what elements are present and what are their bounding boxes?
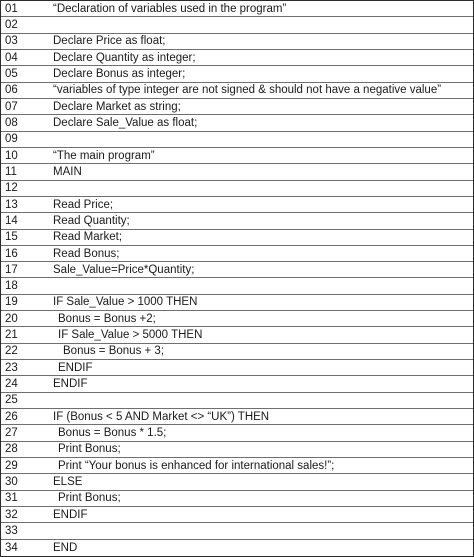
line-number: 13 xyxy=(5,198,18,211)
code-line xyxy=(1,311,473,327)
line-number: 28 xyxy=(5,443,18,456)
code-text: Sale_Value=Price*Quantity; xyxy=(53,263,195,276)
code-line xyxy=(1,83,473,99)
line-number: 09 xyxy=(5,133,18,146)
code-line xyxy=(1,360,473,376)
code-text: Print “Your bonus is enhanced for international sales!”; xyxy=(58,459,335,472)
line-number: 02 xyxy=(5,18,18,31)
code-text: Bonus = Bonus +2; xyxy=(58,312,156,325)
code-line xyxy=(1,442,473,458)
line-number: 18 xyxy=(5,280,18,293)
code-line xyxy=(1,197,473,213)
code-line xyxy=(1,540,473,556)
line-number: 22 xyxy=(5,345,18,358)
code-line xyxy=(1,425,473,441)
line-number: 20 xyxy=(5,312,18,325)
code-text: “Declaration of variables used in the program” xyxy=(53,2,287,15)
line-number: 07 xyxy=(5,100,18,113)
line-number: 25 xyxy=(5,394,18,407)
code-text: ELSE xyxy=(53,476,83,489)
code-line xyxy=(1,164,473,180)
line-number: 08 xyxy=(5,116,18,129)
code-line xyxy=(1,295,473,311)
line-number: 04 xyxy=(5,51,18,64)
code-text: IF Sale_Value > 5000 THEN xyxy=(58,329,203,342)
code-line xyxy=(1,344,473,360)
code-text: Declare Quantity as integer; xyxy=(53,51,196,64)
code-line xyxy=(1,474,473,490)
line-number: 23 xyxy=(5,361,18,374)
line-number: 06 xyxy=(5,84,18,97)
code-text: “variables of type integer are not signed & should not have a negative value” xyxy=(53,84,442,97)
code-line xyxy=(1,17,473,33)
code-text: END xyxy=(53,541,78,554)
line-number: 12 xyxy=(5,182,18,195)
code-line xyxy=(1,50,473,66)
code-text: ENDIF xyxy=(53,508,88,521)
code-line xyxy=(1,491,473,507)
code-text: Read Price; xyxy=(53,198,114,211)
code-line xyxy=(1,507,473,523)
line-number: 26 xyxy=(5,410,18,423)
line-number: 32 xyxy=(5,508,18,521)
code-text: ENDIF xyxy=(58,361,93,374)
line-number: 16 xyxy=(5,247,18,260)
code-line xyxy=(1,213,473,229)
line-number: 17 xyxy=(5,263,18,276)
line-number: 01 xyxy=(5,2,18,15)
line-number: 33 xyxy=(5,525,18,537)
code-line xyxy=(1,279,473,295)
code-line xyxy=(1,230,473,246)
code-line xyxy=(1,327,473,343)
code-line xyxy=(1,99,473,115)
line-number: 24 xyxy=(5,378,18,391)
code-text: Read Market; xyxy=(53,231,123,244)
line-number: 30 xyxy=(5,476,18,489)
line-number: 29 xyxy=(5,459,18,472)
code-line xyxy=(1,246,473,262)
line-number: 15 xyxy=(5,231,18,244)
code-text: IF Sale_Value > 1000 THEN xyxy=(53,296,198,309)
line-number: 19 xyxy=(5,296,18,309)
code-text: Bonus = Bonus * 1.5; xyxy=(58,427,167,440)
code-line xyxy=(1,458,473,474)
code-line xyxy=(1,148,473,164)
code-line xyxy=(1,262,473,278)
code-line xyxy=(1,393,473,409)
code-text: Print Bonus; xyxy=(58,443,121,456)
code-line xyxy=(1,1,473,17)
line-number: 03 xyxy=(5,35,18,48)
line-number: 10 xyxy=(5,149,18,162)
code-text: IF (Bonus < 5 AND Market <> “UK”) THEN xyxy=(53,410,270,423)
code-line xyxy=(1,115,473,131)
line-number: 11 xyxy=(5,165,17,178)
line-number: 31 xyxy=(5,492,18,505)
code-text: Bonus = Bonus + 3; xyxy=(63,345,165,358)
code-text: MAIN xyxy=(53,165,82,178)
code-line xyxy=(1,376,473,392)
code-line xyxy=(1,523,473,539)
line-number: 27 xyxy=(5,427,18,440)
line-number: 21 xyxy=(5,329,18,342)
line-number: 14 xyxy=(5,214,18,227)
line-number: 34 xyxy=(5,541,18,554)
line-number: 05 xyxy=(5,67,18,80)
code-text: Read Bonus; xyxy=(53,247,120,260)
code-text: Print Bonus; xyxy=(58,492,121,505)
code-text: “The main program” xyxy=(53,149,155,162)
code-line xyxy=(1,409,473,425)
code-line xyxy=(1,66,473,82)
code-text: Declare Price as float; xyxy=(53,35,166,48)
code-text: Declare Market as string; xyxy=(53,100,181,113)
code-text: Read Quantity; xyxy=(53,214,130,227)
code-line xyxy=(1,34,473,50)
code-line xyxy=(1,132,473,148)
code-text: Declare Bonus as integer; xyxy=(53,67,186,80)
code-text: Declare Sale_Value as float; xyxy=(53,116,198,129)
code-text: ENDIF xyxy=(53,378,88,391)
code-line xyxy=(1,181,473,197)
